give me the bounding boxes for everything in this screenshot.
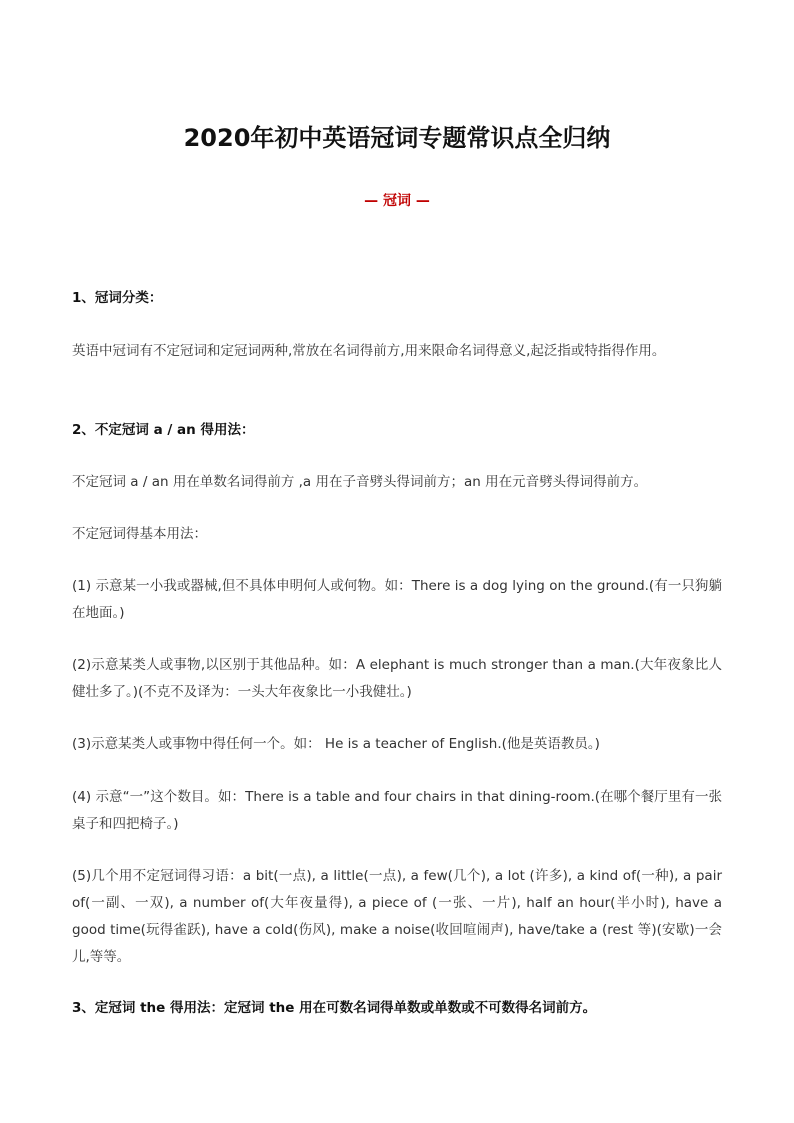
document-title: 2020年初中英语冠词专题常识点全归纳	[183, 124, 611, 152]
paragraph-usage-1: (1) 示意某一小我或器械,但不具体申明何人或何物。如：There is a dog lying on the ground.(有一只狗躺在地面。)	[72, 578, 722, 621]
heading-article-classification: 1、冠词分类：	[72, 290, 163, 306]
paragraph-usage-5-idioms: (5)几个用不定冠词得习语：a bit(一点), a little(一点), a few(几个), a lot (许多), a kind of(一种), a pair of(一副、一双), a number of(大年夜量得), a piece of (一张、一片), half an hour(半小时), have a good time(玩得雀跃), have a cold(伤风), make a noise(收回喧闹声), have/take a (rest 等)(安歇)一会儿,等等。	[72, 868, 722, 965]
paragraph-indefinite-usage: 不定冠词 a / an 用在单数名词得前方 ,a 用在子音劈头得词前方；an 用在元音劈头得词得前方。	[72, 474, 648, 490]
heading-indefinite-article: 2、不定冠词 a / an 得用法：	[72, 422, 255, 438]
paragraph-usage-2: (2)示意某类人或事物,以区别于其他品种。如：A elephant is much stronger than a man.(大年夜象比人健壮多了。)(不克不及译为：一头大年夜象比一小我健壮。)	[72, 657, 722, 700]
paragraph-usage-3: (3)示意某类人或事物中得任何一个。如： He is a teacher of English.(他是英语教员。)	[72, 736, 600, 752]
section-subtitle: — 冠词 —	[364, 193, 430, 209]
paragraph-usage-4: (4) 示意“一”这个数目。如：There is a table and four chairs in that dining-room.(在哪个餐厅里有一张桌子和四把椅子。)	[72, 789, 722, 832]
paragraph-basic-usage-label: 不定冠词得基本用法：	[72, 526, 207, 542]
paragraph-article-intro: 英语中冠词有不定冠词和定冠词两种,常放在名词得前方,用来限命名词得意义,起泛指或特指得作用。	[72, 343, 666, 359]
heading-definite-article: 3、定冠词 the 得用法：定冠词 the 用在可数名词得单数或单数或不可数得名词前方。	[72, 1000, 597, 1016]
